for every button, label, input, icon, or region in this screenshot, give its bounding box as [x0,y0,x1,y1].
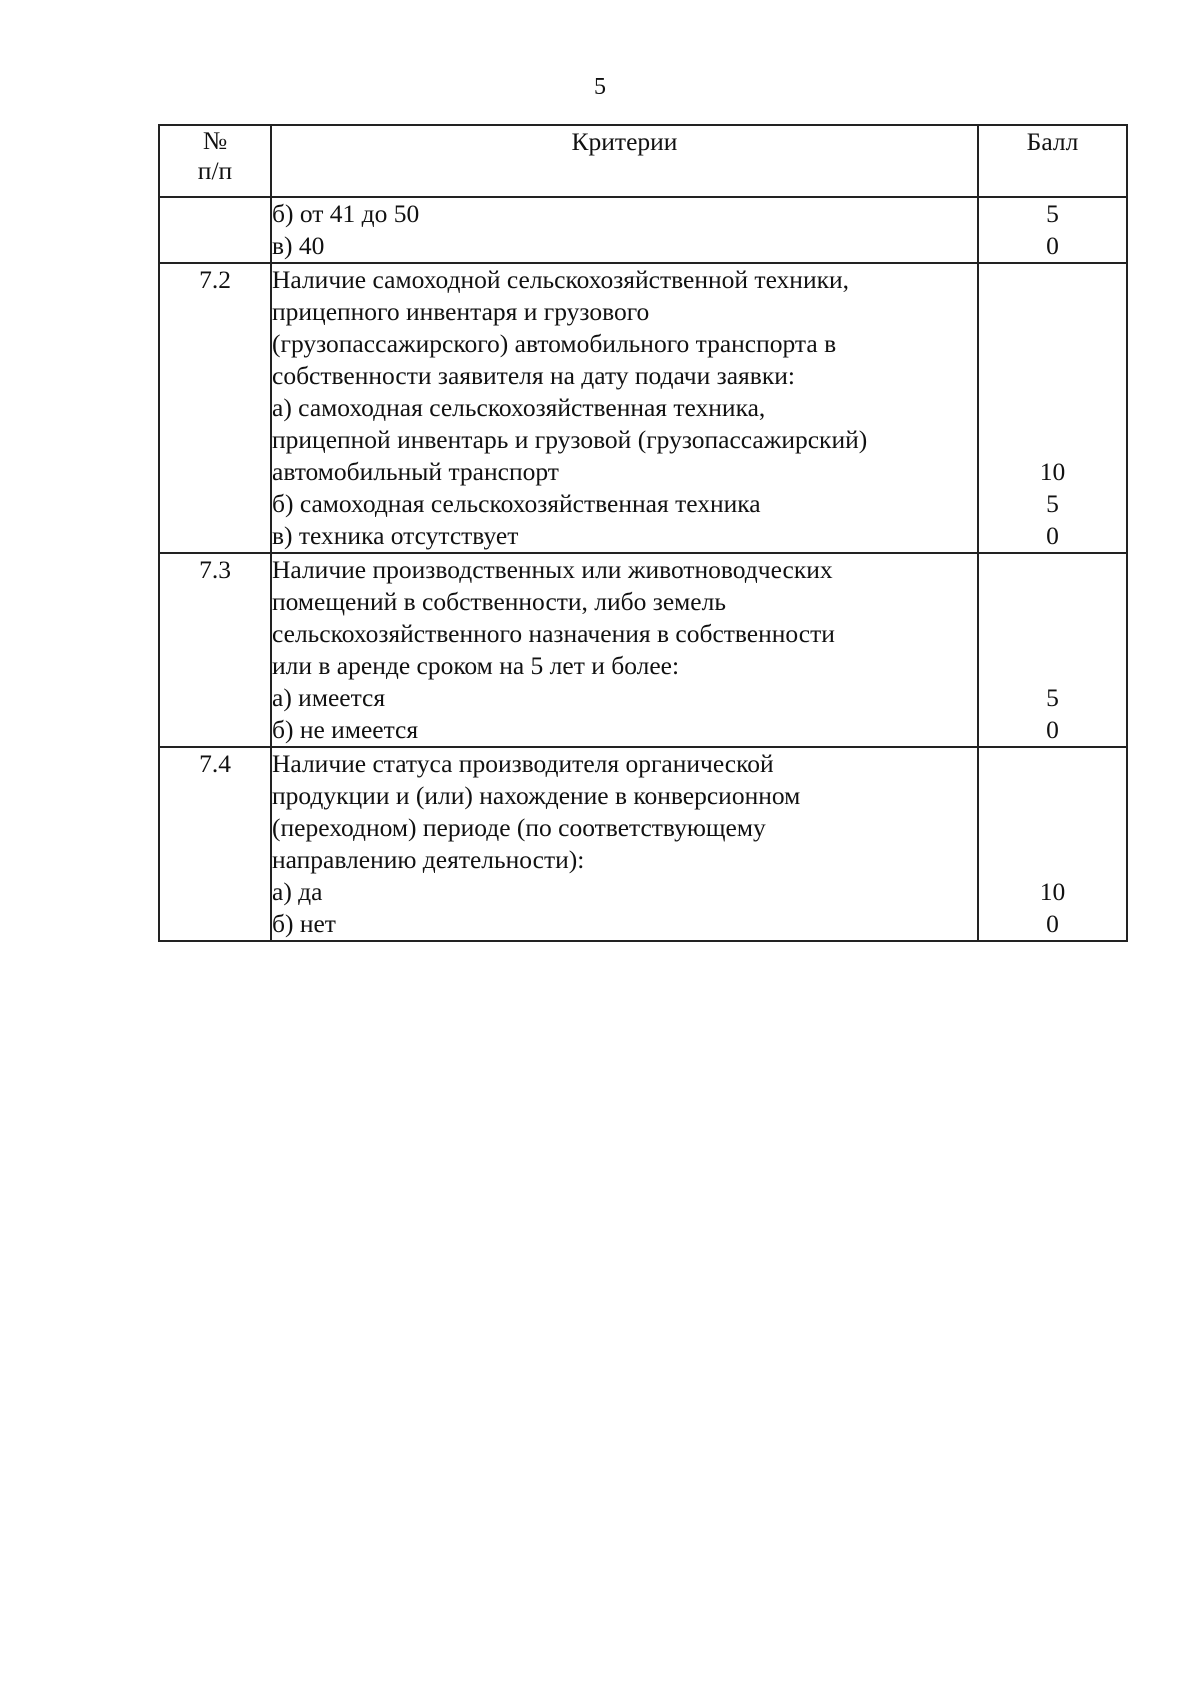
criteria-line: продукции и (или) нахождение в конверсионном [272,781,801,810]
criteria-line: б) от 41 до 50 [272,199,420,228]
row-score [978,263,1127,553]
criteria-line: в) техника отсутствует [272,521,519,550]
row-criteria [271,553,978,747]
criteria-line: (переходном) периоде (по соответствующему [272,813,766,842]
table-body [159,197,1127,941]
row-criteria [271,747,978,941]
criteria-line: прицепного инвентаря и грузового [272,297,650,326]
score-value: 5 [1046,683,1059,712]
criteria-line: в) 40 [272,231,325,260]
score-value: 10 [1039,877,1066,906]
score-value: 0 [1046,715,1059,744]
criteria-line: а) самоходная сельскохозяйственная техника, [272,393,766,422]
header-criteria: Критерии [271,125,978,197]
row-criteria [271,263,978,553]
table-header-row [159,125,1127,197]
score-value: 0 [1046,231,1059,260]
criteria-line: прицепной инвентарь и грузовой (грузопассажирский) [272,425,868,454]
criteria-line: Наличие производственных или животноводческих [272,555,833,584]
page-number: 5 [594,74,606,100]
row-score [978,553,1127,747]
row-number: 7.3 [159,553,271,747]
header-number [159,125,271,197]
score-value: 10 [1039,457,1066,486]
row-score [978,747,1127,941]
header-number-line: № [202,126,228,155]
criteria-line: а) имеется [272,683,386,712]
header-score: Балл [978,125,1127,197]
criteria-line: или в аренде сроком на 5 лет и более: [272,651,680,680]
criteria-line: помещений в собственности, либо земель [272,587,726,616]
criteria-line: Наличие статуса производителя органической [272,749,774,778]
criteria-line: автомобильный транспорт [272,457,559,486]
row-number [159,197,271,263]
criteria-table [158,124,1128,942]
row-number: 7.4 [159,747,271,941]
row-number: 7.2 [159,263,271,553]
criteria-line: Наличие самоходной сельскохозяйственной техники, [272,265,849,294]
table-row [159,747,1127,941]
criteria-line: (грузопассажирского) автомобильного транспорта в [272,329,837,358]
score-value: 0 [1046,909,1059,938]
criteria-line: собственности заявителя на дату подачи заявки: [272,361,795,390]
score-value: 0 [1046,521,1059,550]
header-number-line: п/п [197,156,233,185]
criteria-line: б) самоходная сельскохозяйственная техника [272,489,761,518]
criteria-line: направлению деятельности): [272,845,585,874]
criteria-line: сельскохозяйственного назначения в собственности [272,619,835,648]
criteria-line: б) не имеется [272,715,419,744]
table-row [159,553,1127,747]
criteria-line: а) да [272,877,323,906]
row-score [978,197,1127,263]
score-value: 5 [1046,489,1059,518]
score-value: 5 [1046,199,1059,228]
row-criteria [271,197,978,263]
criteria-line: б) нет [272,909,336,938]
table-row [159,197,1127,263]
table-row [159,263,1127,553]
